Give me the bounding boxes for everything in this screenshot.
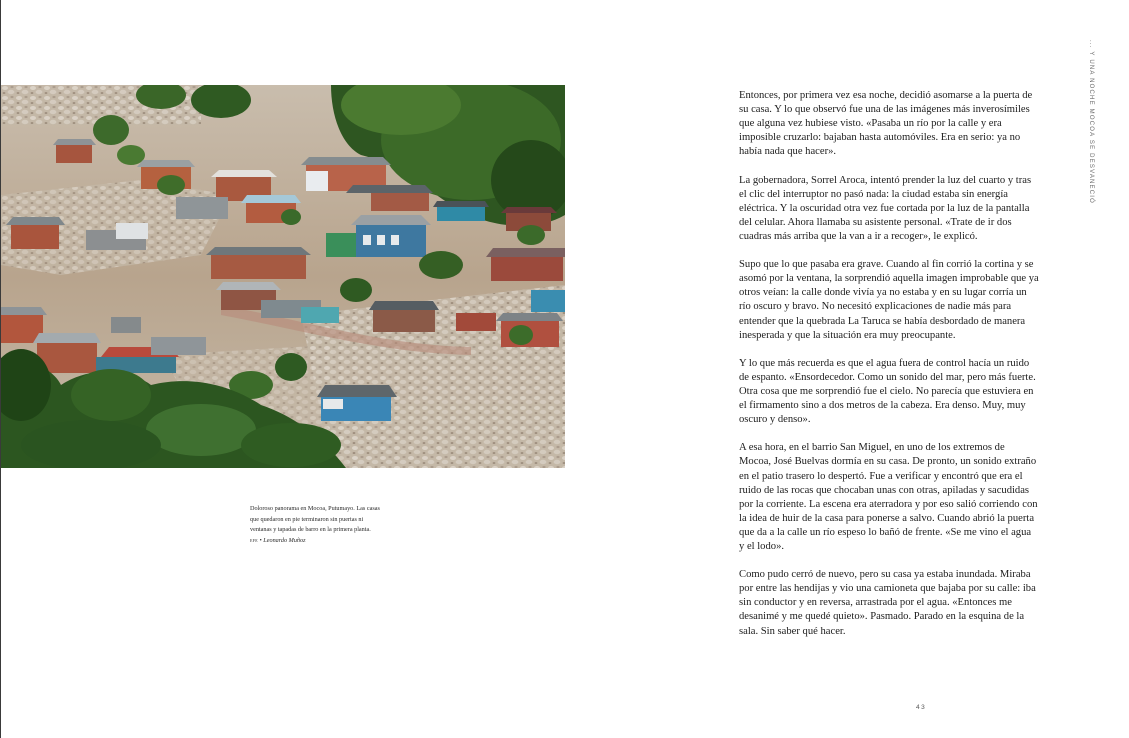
credit-agency: efe bbox=[250, 536, 259, 544]
photo-mudslide-mocoa bbox=[1, 85, 565, 468]
article-paragraph: Y lo que más recuerda es que el agua fuera de control hacía un ruido de espanto. «Ensordecedor. Como un sonido del mar, pero más fuerte. Otra cosa que me sorprendió fue el cielo. No parecía que estuviera en el firmamento sino a dos metros de la cabeza. Era denso. Muy, muy oscuro y denso». bbox=[739, 357, 1036, 426]
article-paragraph: Entonces, por primera vez esa noche, decidió asomarse a la puerta de su casa. Y lo que observó fue una de las imágenes más inverosímiles que alguna vez hubiese visto. «Pasaba un río por la calle y era imposible cruzarlo: bajaban hasta automóviles. Era en serio: ya no había nada que hacer». bbox=[739, 90, 1033, 158]
running-head: ... Y UNA NOCHE MOCOA SE DESVANECIÓ bbox=[1088, 40, 1094, 205]
article-paragraph: La gobernadora, Sorrel Aroca, intentó prender la luz del cuarto y tras el clic del interruptor no pasó nada: la ciudad estaba sin energía eléctrica. Y la oscuridad otra vez fue cortada por la luz de la pantalla del celular. Ahora llamaba su asistente personal. «Trate de ir dos cuadras más arriba que la van a ir a recoger», le explicó. bbox=[739, 174, 1032, 242]
photo-caption bbox=[250, 504, 400, 546]
page-number: 43 bbox=[916, 704, 927, 711]
caption-line: Doloroso panorama en Mocoa, Putumayo. Las casas bbox=[250, 505, 380, 512]
credit-separator: • bbox=[258, 536, 264, 544]
photo-illustration bbox=[1, 85, 565, 468]
article-paragraph: Como pudo cerró de nuevo, pero su casa ya estaba inundada. Miraba por entre las hendijas y vio una camioneta que bajaba por su calle: iba sin conductor y en reversa, arrastrada por el agua. «Entonces me desanimé y me quedé quieto». Pasmado. Parado en la esquina de la sala. Sin saber qué hacer. bbox=[739, 569, 1036, 637]
article-paragraph: Supo que lo que pasaba era grave. Cuando al fin corrió la cortina y se asomó por la ventana, la sorprendió aquella imagen improbable que ya otros veían: la calle donde vivía ya no estaba y en su lugar corría un río oscuro y bravo. No necesitó explicaciones de nadie más para entender que la quebrada La Taruca se había desbordado de manera inesperada y que la situación era muy preocupante. bbox=[739, 259, 1039, 341]
caption-line: que quedaron en pie terminaron sin puertas ni bbox=[250, 515, 364, 523]
photo-credit bbox=[250, 536, 400, 547]
caption-line: ventanas y tapadas de barro en la primera planta. bbox=[250, 526, 371, 533]
credit-photographer: Leonardo Muñoz bbox=[263, 536, 306, 544]
article-paragraph: A esa hora, en el barrio San Miguel, en uno de los extremos de Mocoa, José Buelvas dormía en su casa. De pronto, un sonido extraño en el patio trasero lo despertó. Fue a verificar y encontró que era el ruido de las rocas que chocaban unas con otras, apiladas y sacudidas por la corriente. La escena era aterradora y por eso salió corriendo con la idea de huir de la casa para ponerse a salvo. Cuando abrió la puerta que da a la calle un río espeso lo bañó de frente. «Se me vino el agua y el lodo». bbox=[739, 442, 1038, 552]
article-body bbox=[739, 89, 1039, 653]
